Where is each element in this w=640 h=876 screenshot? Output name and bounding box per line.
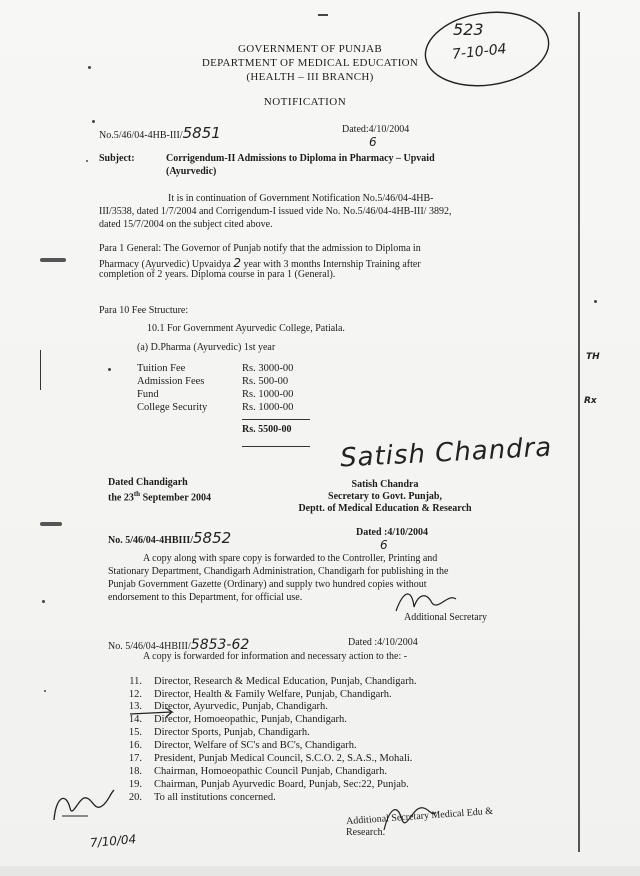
fee-row [137,402,293,413]
scan-speck [44,690,46,692]
dated-date [108,490,211,503]
fee-structure-college: 10.1 For Government Ayurvedic College, Patiala. [147,323,345,334]
scan-speck [86,160,88,162]
recipient-text: Chairman, Punjab Ayurvedic Board, Punjab, Sec:22, Punjab. [154,779,409,790]
recipient-text: To all institutions concerned. [154,792,276,803]
endorsement1-date-handwritten: 6 [380,538,388,552]
recipient-text: Director, Ayurvedic, Punjab, Chandigarh. [154,701,328,712]
endorsement1-number-handwritten: 5852 [193,529,232,547]
scan-speck [40,522,62,526]
fee-label: Admission Fees [137,376,205,387]
recipient-list-item [108,779,409,790]
final-signatory-line-1: Additional Secretary Medical Edu & [345,805,494,828]
endorsement1-number [108,529,231,547]
fee-total-rule-top [242,419,310,420]
branch-title: (HEALTH – III BRANCH) [246,71,374,83]
stamp-date: 7-10-04 [451,41,508,63]
endorsement2-date: Dated :4/10/2004 [348,637,418,648]
para1-handwritten-years: 2 [233,256,241,270]
fee-label: Fund [137,389,159,400]
endorsement1-signatory: Additional Secretary [404,612,488,623]
notification-heading: NOTIFICATION [263,96,347,108]
scan-speck [88,66,91,69]
fee-structure-course: (a) D.Pharma (Ayurvedic) 1st year [137,342,276,353]
reference-number [99,124,221,142]
recipient-text: Chairman, Homoeopathic Council Punjab, Chandigarh. [154,766,387,777]
endorsement1-line-4: endorsement to this Department, for official use. [108,592,303,603]
recipient-number: 14. [128,714,142,725]
dated-date-suffix: th [133,490,141,498]
margin-note-right-2: Rx [584,396,597,406]
scan-edge-left [40,350,41,390]
endorsement1-line-3: Punjab Government Gazette (Ordinary) and supply two hundred copies without [108,579,427,590]
recipient-number: 19. [128,779,142,790]
recipient-list-item [108,792,276,803]
fee-total-rule-bottom [242,446,310,447]
fee-row [137,376,288,387]
para1-line-2-end: year with 3 months Internship Training after [240,259,421,270]
final-signatory-line-2: Research. [346,827,386,838]
endorsement2-number-handwritten: 5853-62 [190,637,250,653]
recipient-list-item [108,676,417,687]
dated-date-start: the 23 [108,492,134,504]
subject-label: Subject: [99,153,135,164]
endorsement1-number-printed: No. 5/46/04-4HBIII/ [108,535,194,546]
para1-line-2-start: Pharmacy (Ayurvedic) Upvaidya [99,259,234,270]
para1-line-1: Para 1 General: The Governor of Punjab notify that the admission to Diploma in [99,243,421,254]
fee-amount: Rs. 1000-00 [242,389,294,400]
recipient-text: Director, Health & Family Welfare, Punjab, Chandigarh. [154,689,392,700]
recipient-list-item [108,766,387,777]
fee-amount: Rs. 3000-00 [242,363,294,374]
recipient-list-item [108,753,412,764]
endorsement1-line-1: A copy along with spare copy is forwarded to the Controller, Printing and [143,553,438,564]
secretary-name: Satish Chandra [351,479,419,490]
recipient-list-item [108,689,392,700]
recipient-text: Director, Research & Medical Education, Punjab, Chandigarh. [154,676,417,687]
scan-speck [594,300,597,303]
bottom-left-date: 7/10/04 [89,832,137,850]
para1-line-2 [99,256,421,270]
scan-edge-bottom [0,866,640,876]
intro-line-2: III/3538, dated 1/7/2004 and Corrigendum-I issued vide No. No.5/46/04-4HB-III/ 3892, [99,206,452,217]
recipient-number: 13. [128,701,142,712]
dated-date-end: September 2004 [140,492,211,504]
recipient-number: 18. [128,766,142,777]
reference-date: Dated:4/10/2004 [342,124,410,135]
endorsement1-date: Dated :4/10/2004 [356,527,428,538]
scan-speck [40,258,66,262]
endorsement1-line-2: Stationary Department, Chandigarh Administration, Chandigarh for publishing in the [108,566,449,577]
recipient-number: 11. [129,676,142,687]
stamp-number: 523 [453,20,484,39]
fee-label: Tuition Fee [137,363,186,374]
recipient-text: Director Sports, Punjab, Chandigarh. [154,727,310,738]
bottom-left-initials [48,786,118,826]
dated-place: Dated Chandigarh [108,477,188,488]
reference-date-handwritten: 6 [369,135,377,149]
department-title: DEPARTMENT OF MEDICAL EDUCATION [201,57,419,69]
fee-structure-heading: Para 10 Fee Structure: [99,305,189,316]
intro-line-3: dated 15/7/2004 on the subject cited above. [99,219,273,230]
recipient-text: Director, Homoeopathic, Punjab, Chandigarh. [154,714,347,725]
recipient-list-item [108,727,310,738]
intro-line-1: It is in continuation of Government Notification No.5/46/04-4HB- [168,193,434,204]
scan-speck [42,600,45,603]
reference-number-printed: No.5/46/04-4HB-III/ [99,130,183,141]
margin-note-right-1: TH [586,352,600,362]
fee-row [137,363,293,374]
secretary-title-2: Deptt. of Medical Education & Research [298,503,472,514]
recipient-number: 12. [128,689,142,700]
endorsement2-number-printed: No. 5/46/04-4HBIII/ [108,641,191,652]
fee-row [137,389,293,400]
recipient-text: Director, Welfare of SC's and BC's, Chandigarh. [154,740,357,751]
recipient-number: 17. [128,753,142,764]
bullet-mark [108,368,111,371]
para1-line-3: completion of 2 years. Diploma course in para 1 (General). [99,269,336,280]
fee-label: College Security [137,402,208,413]
recipient-list-item [108,714,347,725]
scan-speck [318,14,328,16]
scan-speck [92,120,95,123]
recipient-list-item [108,740,357,751]
secretary-title-1: Secretary to Govt. Punjab, [328,491,442,502]
additional-secretary-initials [392,585,462,615]
reference-number-handwritten: 5851 [182,124,221,142]
fee-amount: Rs. 500-00 [242,376,289,387]
scan-edge-right [578,12,580,852]
secretary-signature: Satish Chandra [339,432,553,474]
fee-total: Rs. 5500-00 [242,424,292,435]
recipient-number: 16. [128,740,142,751]
recipient-number: 15. [128,727,142,738]
recipient-number: 20. [128,792,142,803]
fee-amount: Rs. 1000-00 [242,402,294,413]
endorsement2-intro: A copy is forwarded for information and necessary action to the: - [143,651,408,662]
govt-title: GOVERNMENT OF PUNJAB [238,43,382,55]
subject-line-1: Corrigendum-II Admissions to Diploma in Pharmacy – Upvaid [166,153,435,164]
recipient-text: President, Punjab Medical Council, S.C.O. 2, S.A.S., Mohali. [154,753,413,764]
subject-line-2: (Ayurvedic) [166,166,217,177]
